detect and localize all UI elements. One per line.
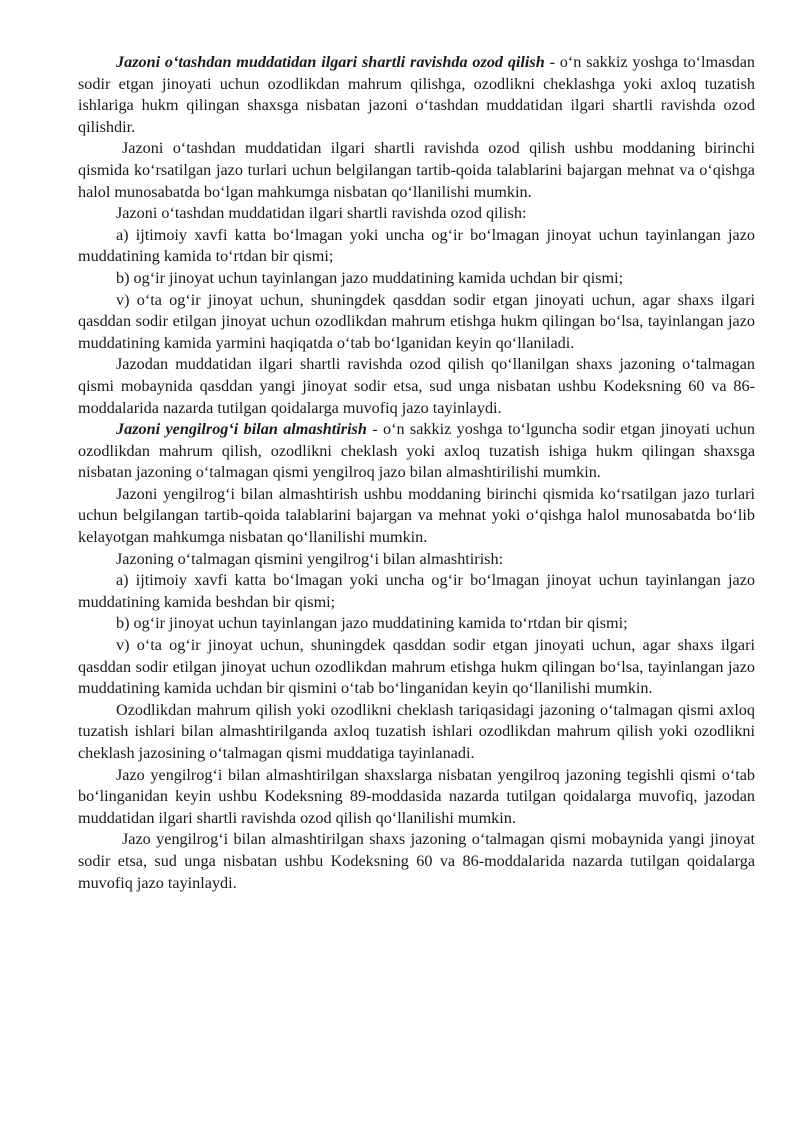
term-commutation: Jazoni yengilrog‘i bilan almashtirish bbox=[116, 420, 367, 439]
list-item-commutation-a: a) ijtimoiy xavfi katta bo‘lmagan yoki uncha og‘ir bo‘lmagan jinoyat uchun tayinlangan jazo muddatining kamida beshdan bir qismi; bbox=[78, 571, 755, 611]
paragraph-parole-definition bbox=[78, 52, 755, 138]
document-page bbox=[78, 52, 755, 894]
paragraph-parole-intro: Jazoni o‘tashdan muddatidan ilgari shartli ravishda ozod qilish: bbox=[116, 204, 527, 223]
paragraph-commutation-parole: Jazo yengilrog‘i bilan almashtirilgan shaxslarga nisbatan yengilroq jazoning tegishli qismi o‘tab bo‘linganidan keyin ushbu Kodeksning 89-moddasida nazarda tutilgan qoidalarga muvofiq, jazodan muddatidan ilgari shartli ravishda ozod qilish qo‘llanilishi mumkin. bbox=[78, 765, 755, 827]
paragraph-correctional-labor: Ozodlikdan mahrum qilish yoki ozodlikni cheklash tariqasidagi jazoning o‘talmagan qismi axloq tuzatish ishlari bilan almashtirilganda axloq tuzatish ishlari ozodlikdan mahrum qilish yoki ozodlikni cheklash jazosining o‘talmagan qismi muddatiga tayinlanadi. bbox=[78, 700, 755, 762]
list-item-parole-v: v) o‘ta og‘ir jinoyat uchun, shuningdek qasddan sodir etgan jinoyati uchun, agar shaxs ilgari qasddan sodir etilgan jinoyat uchun ozodlikdan mahrum etishga hukm qilingan bo‘lsa, tayinlangan jazo muddatining kamida yarmini haqiqatda o‘tab bo‘lganidan keyin qo‘llaniladi. bbox=[78, 290, 755, 352]
list-item-parole-a: a) ijtimoiy xavfi katta bo‘lmagan yoki uncha og‘ir bo‘lmagan jinoyat uchun tayinlangan jazo muddatining kamida to‘rtdan bir qismi; bbox=[78, 225, 755, 266]
paragraph-commutation-conditions: Jazoni yengilrog‘i bilan almashtirish ushbu moddaning birinchi qismida ko‘rsatilgan jazo turlari uchun belgilangan tartib-qoida talablarini bajargan va mehnat yoki o‘qishga halol munosabatda bo‘lib kelayotgan mahkumga nisbatan qo‘llanilishi mumkin. bbox=[78, 484, 755, 547]
term-parole: Jazoni o‘tashdan muddatidan ilgari shartli ravishda ozod qilish bbox=[116, 53, 545, 71]
paragraph-text: - o‘n sakkiz yoshga to‘lmasdan sodir etgan jinoyati uchun ozodlikdan mahrum qilishga, ozodlikni cheklashga yoki axloq tuzatish ishlariga hukm qilingan shaxsga nisbatan jazoni o‘tashdan muddatidan ilgari shartli ravishda ozod qilishdir. bbox=[78, 53, 755, 136]
list-item-commutation-b: b) og‘ir jinoyat uchun tayinlangan jazo muddatining kamida to‘rtdan bir qismi; bbox=[116, 614, 628, 633]
paragraph-commutation-new-crime: Jazo yengilrog‘i bilan almashtirilgan shaxs jazoning o‘talmagan qismi mobaynida yangi jinoyat sodir etsa, sud unga nisbatan ushbu Kodeksning 60 va 86-moddalarida nazarda tutilgan qoidalarga muvofiq jazo tayinlaydi. bbox=[78, 830, 755, 892]
paragraph-parole-new-crime: Jazodan muddatidan ilgari shartli ravishda ozod qilish qo‘llanilgan shaxs jazoning o‘talmagan qismi mobaynida qasddan yangi jinoyat sodir etsa, sud unga nisbatan ushbu Kodeksning 60 va 86-moddalarida nazarda tutilgan qoidalarga muvofiq jazo tayinlaydi. bbox=[78, 355, 755, 417]
list-item-commutation-v: v) o‘ta og‘ir jinoyat uchun, shuningdek qasddan sodir etgan jinoyati uchun, agar shaxs ilgari qasddan sodir etilgan jinoyat uchun ozodlikdan mahrum etishga hukm qilingan bo‘lsa, tayinlangan jazo muddatining kamida uchdan bir qismini o‘tab bo‘linganidan keyin qo‘llanilishi mumkin. bbox=[78, 636, 755, 698]
paragraph-text: - o‘n sakkiz yoshga to‘lguncha sodir etgan jinoyati uchun ozodlikdan mahrum qilish, ozodlikni cheklash yoki axloq tuzatish ishiga hukm qilingan shaxsga nisbatan jazoning o‘talmagan qismi yengilroq jazo bilan almashtirilishi mumkin. bbox=[78, 420, 755, 482]
paragraph-parole-conditions: Jazoni o‘tashdan muddatidan ilgari shartli ravishda ozod qilish ushbu moddaning birinchi qismida ko‘rsatilgan jazo turlari uchun belgilangan tartib-qoida talablarini bajargan mehnat va o‘qishga halol munosabatda bo‘lgan mahkumga nisbatan qo‘llanilishi mumkin. bbox=[78, 139, 755, 201]
paragraph-commutation-definition bbox=[78, 419, 755, 484]
list-item-parole-b: b) og‘ir jinoyat uchun tayinlangan jazo muddatining kamida uchdan bir qismi; bbox=[116, 268, 624, 287]
paragraph-commutation-intro: Jazoning o‘talmagan qismini yengilrog‘i bilan almashtirish: bbox=[116, 549, 504, 568]
